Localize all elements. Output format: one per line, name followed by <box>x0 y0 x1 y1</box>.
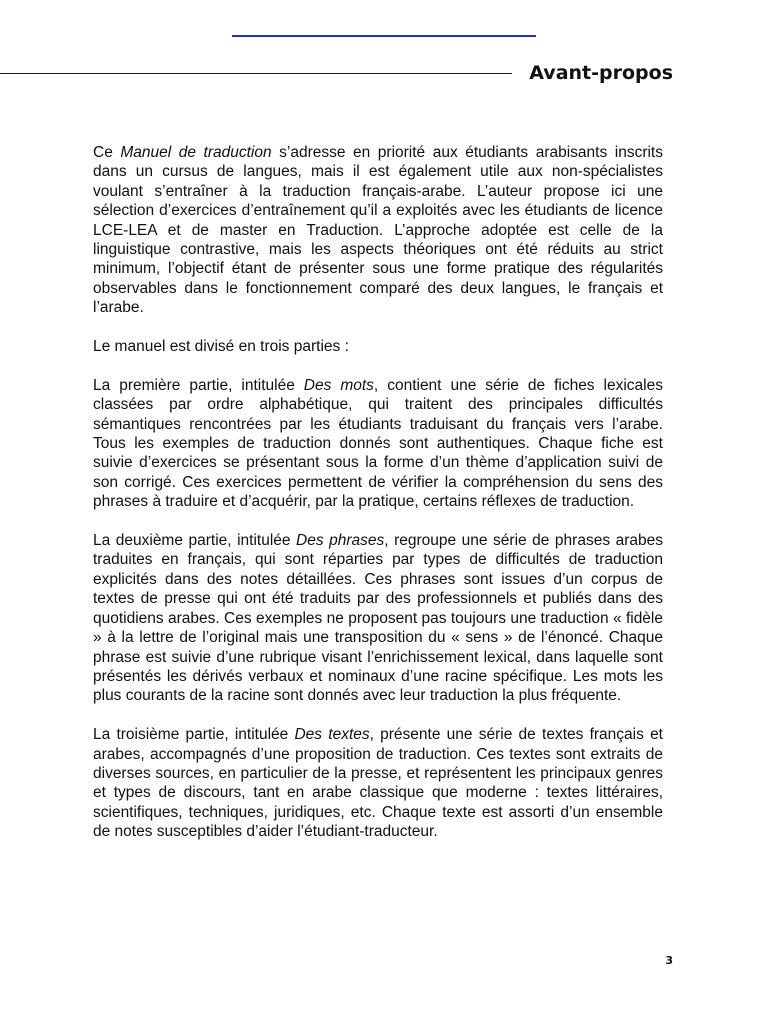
top-blue-rule <box>232 35 536 37</box>
paragraph-text: La deuxième partie, intitulée <box>93 532 297 550</box>
paragraph-text: La troisième partie, intitulée <box>93 726 295 744</box>
paragraph-text: s’adresse en priorité aux étudiants arabisants inscrits dans un cursus de langues, mais il est également utile aux non-spécialistes voulant s’entraîner à la traduction français-arabe. L’auteur propose ici une sélection d’exercices d’entraînement qu’il a exploités avec les étudiants de licence LCE-LEA et de master en Traduction. L’approche adoptée est celle de la linguistique contrastive, mais les aspects théoriques ont été réduits au strict minimum, l’objectif étant de présenter sous une forme pratique des régularités observables dans le fonctionnement comparé des deux langues, le français et l’arabe. <box>93 144 663 317</box>
paragraph-title-italic: Manuel de traduction <box>120 144 272 161</box>
paragraph-title-italic: Des textes <box>294 726 370 744</box>
paragraph-text: Le manuel est divisé en trois parties : <box>93 338 349 356</box>
paragraph-part-three <box>93 725 663 841</box>
paragraph-text: , contient une série de fiches lexicales classées par ordre alphabétique, qui traitent des principales difficultés sémantiques rencontrées par les étudiants traduisant du français vers l’arabe. Tous les exemples de traduction donnés sont authentiques. Chaque fiche est suivie d’exercices se présentant sous la forme d’un thème d’application suivi de son corrigé. Ces exercices permettent de vérifier la compréhension du sens des phrases à traduire et d’acquérir, par la pratique, certains réflexes de traduction. <box>93 376 663 511</box>
paragraph-part-one <box>93 376 663 512</box>
paragraph-text: , regroupe une série de phrases arabes traduites en français, qui sont réparties par types de difficultés de traduction explicités dans des notes détaillées. Ces phrases sont issues d’un corpus de textes de presse qui ont été traduits par des professionnels et publiés dans des quotidiens arabes. Ces exemples ne proposent pas toujours une traduction « fidèle » à la lettre de l’original mais une transposition du « sens » de l’énoncé. Chaque phrase est suivie d’une rubrique visant l’enrichissement lexical, dans laquelle sont présentés les dérivés verbaux et nominaux d’une racine spécifique. Les mots les plus courants de la racine sont donnés avec leur traduction la plus fréquente. <box>93 532 663 705</box>
header-rule <box>0 73 512 74</box>
paragraph-title-italic: Des phrases <box>296 532 385 550</box>
section-title: Avant-propos <box>529 62 673 84</box>
paragraph-part-two <box>93 531 663 706</box>
paragraph-text: Ce <box>93 144 121 161</box>
paragraph-title-italic: Des mots <box>303 376 374 394</box>
paragraph-structure <box>93 337 663 356</box>
page-number: 3 <box>665 954 673 967</box>
body-text <box>93 143 663 861</box>
paragraph-intro <box>93 143 663 318</box>
paragraph-text: La première partie, intitulée <box>93 376 304 394</box>
paragraph-text: , présente une série de textes français et arabes, accompagnés d’une proposition de traduction. Ces textes sont extraits de diverses sources, en particulier de la presse, et représentent les principaux genres et types de discours, tant en arabe classique que moderne : textes littéraires, scientifiques, techniques, juridiques, etc. Chaque texte est assorti d’un ensemble de notes susceptibles d’aider l’étudiant-traducteur. <box>93 726 663 841</box>
